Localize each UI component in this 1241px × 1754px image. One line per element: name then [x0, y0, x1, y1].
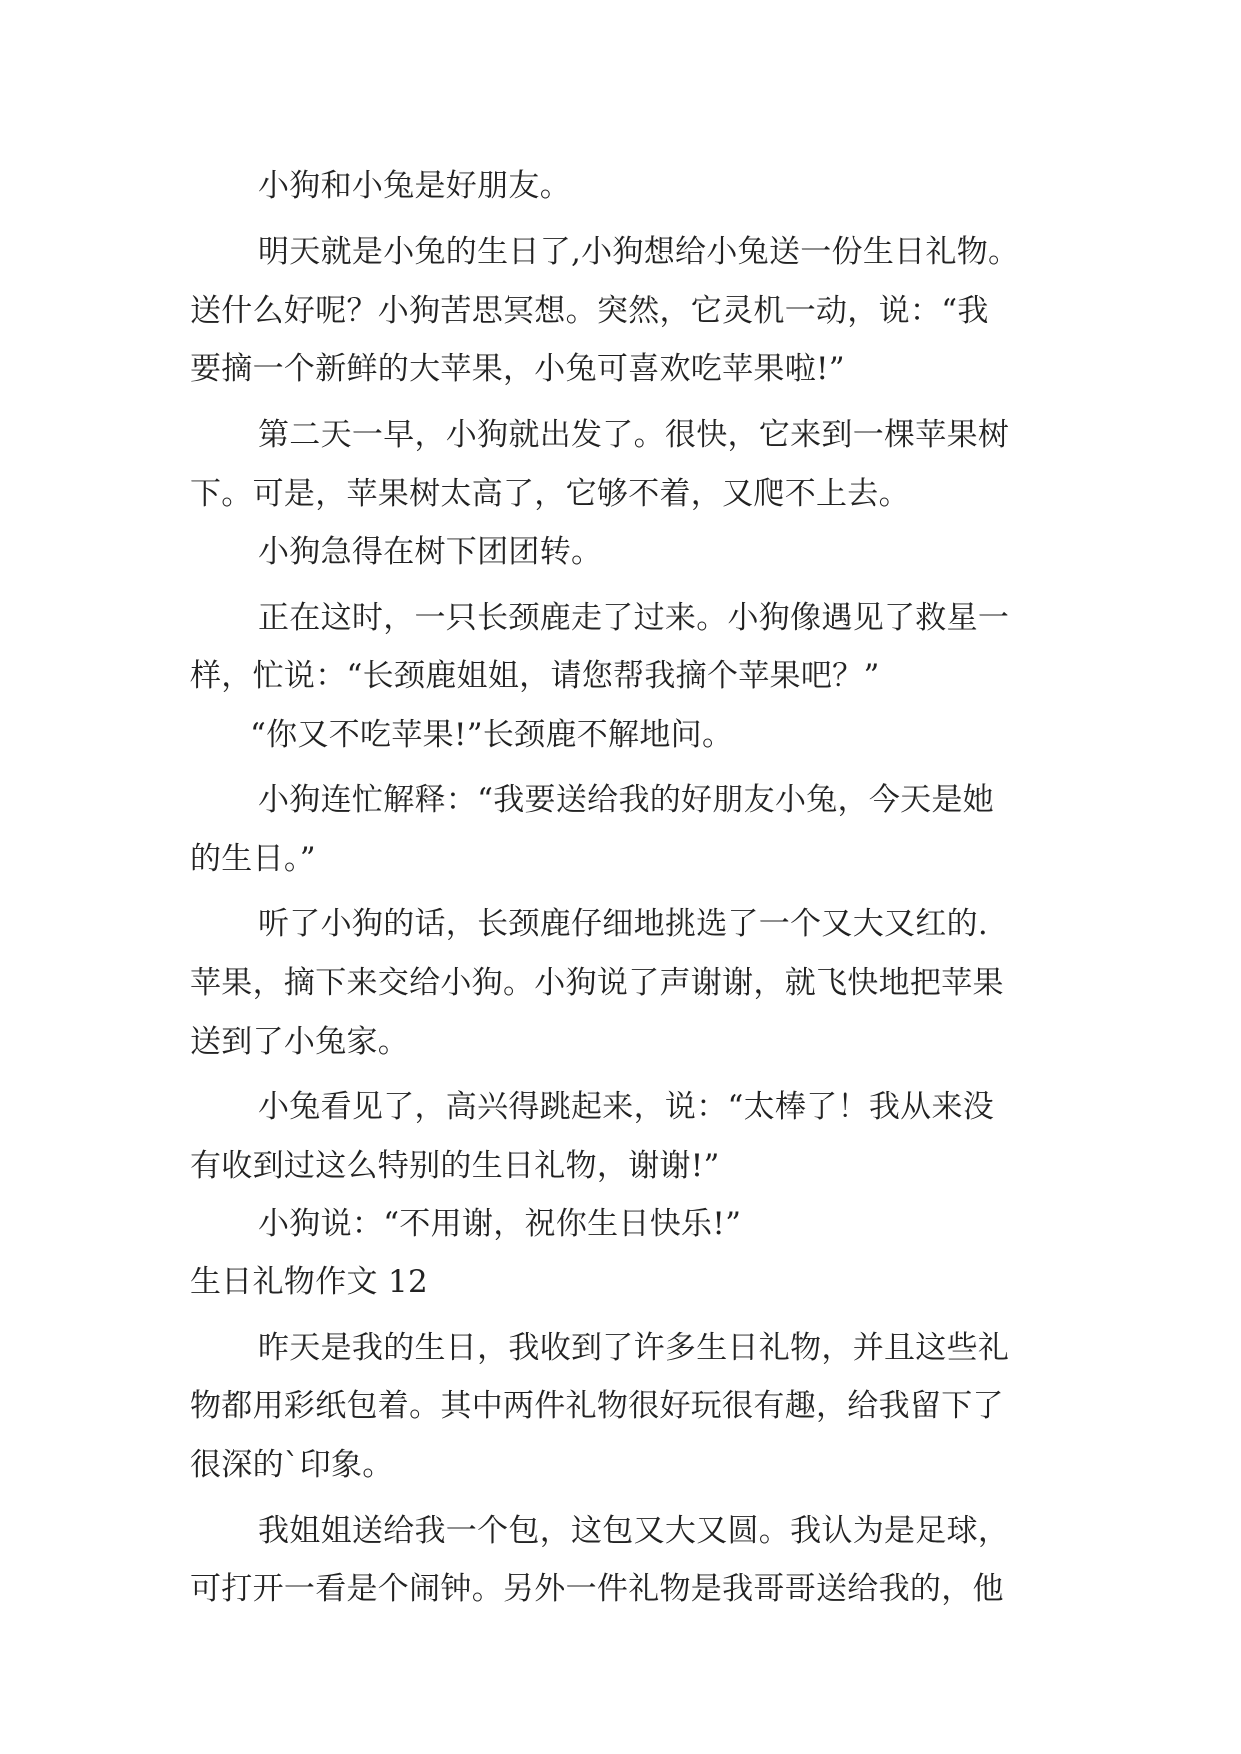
- paragraph-line: 的生日。”: [190, 841, 316, 877]
- paragraph-line: 物都用彩纸包着。其中两件礼物很好玩很有趣，给我留下了: [190, 1388, 1004, 1424]
- section-title: 生日礼物作文 12: [190, 1264, 428, 1300]
- paragraph-line: 小兔看见了，高兴得跳起来，说：“太棒了！我从来没: [258, 1089, 995, 1125]
- paragraph-line: 明天就是小兔的生日了,小狗想给小兔送一份生日礼物。: [258, 234, 1020, 270]
- paragraph-line: 小狗说：“不用谢，祝你生日快乐!”: [258, 1206, 742, 1242]
- paragraph-line: 有收到过这么特别的生日礼物，谢谢!”: [190, 1148, 720, 1184]
- paragraph-line: “你又不吃苹果!”长颈鹿不解地问。: [250, 717, 734, 753]
- paragraph-line: 昨天是我的生日，我收到了许多生日礼物，并且这些礼: [258, 1330, 1010, 1366]
- paragraph-line: 下。可是，苹果树太高了，它够不着，又爬不上去。: [190, 476, 910, 512]
- paragraph-line: 可打开一看是个闹钟。另外一件礼物是我哥哥送给我的，他: [190, 1571, 1004, 1607]
- paragraph-line: 小狗急得在树下团团转。: [258, 534, 603, 570]
- paragraph-line: 小狗连忙解释：“我要送给我的好朋友小兔，今天是她: [258, 782, 995, 818]
- paragraph-line: 听了小狗的话，长颈鹿仔细地挑选了一个又大又红的.: [258, 906, 989, 942]
- paragraph-line: 正在这时，一只长颈鹿走了过来。小狗像遇见了救星一: [258, 600, 1010, 636]
- paragraph-line: 我姐姐送给我一个包，这包又大又圆。我认为是足球，: [258, 1513, 1010, 1549]
- paragraph-line: 送什么好呢？小狗苦思冥想。突然，它灵机一动，说：“我: [190, 293, 989, 329]
- paragraph-line: 送到了小兔家。: [190, 1024, 410, 1060]
- paragraph-line: 小狗和小兔是好朋友。: [258, 168, 571, 204]
- paragraph-line: 很深的`印象。: [190, 1447, 394, 1483]
- paragraph-line: 要摘一个新鲜的大苹果，小兔可喜欢吃苹果啦!”: [190, 351, 845, 387]
- paragraph-line: 苹果，摘下来交给小狗。小狗说了声谢谢，就飞快地把苹果: [190, 965, 1004, 1001]
- paragraph-line: 样，忙说：“长颈鹿姐姐，请您帮我摘个苹果吧？”: [190, 658, 880, 694]
- paragraph-line: 第二天一早，小狗就出发了。很快，它来到一棵苹果树: [258, 417, 1010, 453]
